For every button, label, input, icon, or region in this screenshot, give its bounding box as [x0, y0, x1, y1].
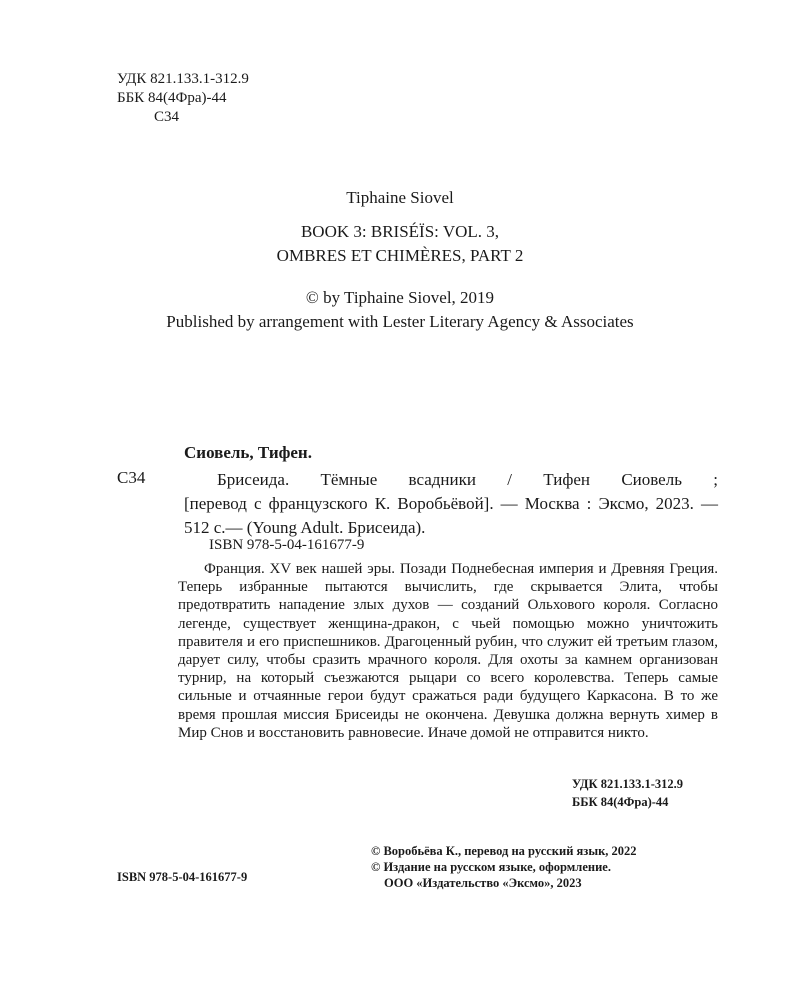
catalog-entry-details: [перевод с французского К. Воробьёвой]. — Москва : Эксмо, 2023. — 512 с.— (Young Adult. Брисеида). — [184, 494, 718, 537]
original-title-line-1: BOOK 3: BRISÉÏS: VOL. 3, — [300, 222, 500, 241]
original-author: Tiphaine Siovel — [346, 188, 454, 207]
classification-codes-bottom — [572, 775, 683, 811]
bbk-code-bottom: ББК 84(4Фра)-44 — [572, 795, 669, 809]
catalog-isbn: ISBN 978-5-04-161677-9 — [209, 537, 365, 553]
udk-code: УДК 821.133.1-312.9 — [117, 71, 249, 87]
annotation-text: Франция. XV век нашей эры. Позади Поднебесная империя и Древняя Греция. Теперь избранные пытаются вычислить, где скрывается Элита, чтобы предотвратить нападение злых духов — созданий Ольхового короля. Согласно легенде, существует женщина-дракон, с чьей помощью можно уничтожить правителя и его приспешников. Драгоценный рубин, что служит ей третьим глазом, дарует силу, чтобы сразить мрачного короля. Для охоты за камнем организован турнир, на который съезжаются рыцари со всего королевства. Теперь самые сильные и отчаянные герои будут сражаться ради будущего Каркасона. В то же время прошлая миссия Брисеиды не окончена. Девушка должна вернуть химер в Мир Снов и восстановить равновесие. Иначе домой не отправится никто. — [178, 561, 718, 741]
catalog-entry-title: Брисеида. Тёмные всадники / Тифен Сиовель ; — [217, 470, 718, 489]
edition-copyright-line-2: ООО «Издательство «Эксмо», 2023 — [384, 876, 582, 890]
catalog-code: С34 — [117, 468, 146, 487]
author-mark: С34 — [154, 109, 180, 125]
original-title-line-2: OMBRES ET CHIMÈRES, PART 2 — [276, 246, 524, 265]
classification-codes-top — [117, 70, 249, 127]
translation-copyright: © Воробьёва К., перевод на русский язык, 2022 — [371, 844, 637, 858]
original-edition-credits — [0, 186, 800, 334]
catalog-author-heading: Сиовель, Тифен. — [184, 443, 312, 462]
imprint-copyright — [371, 843, 637, 891]
publishing-arrangement: Published by arrangement with Lester Literary Agency & Associates — [166, 312, 634, 331]
edition-copyright-line-1: © Издание на русском языке, оформление. — [371, 860, 611, 874]
udk-code-bottom: УДК 821.133.1-312.9 — [572, 777, 683, 791]
original-copyright: © by Tiphaine Siovel, 2019 — [305, 288, 495, 307]
bbk-code: ББК 84(4Фра)-44 — [117, 90, 227, 106]
catalog-entry — [184, 468, 718, 540]
isbn-bottom: ISBN 978-5-04-161677-9 — [117, 870, 248, 884]
